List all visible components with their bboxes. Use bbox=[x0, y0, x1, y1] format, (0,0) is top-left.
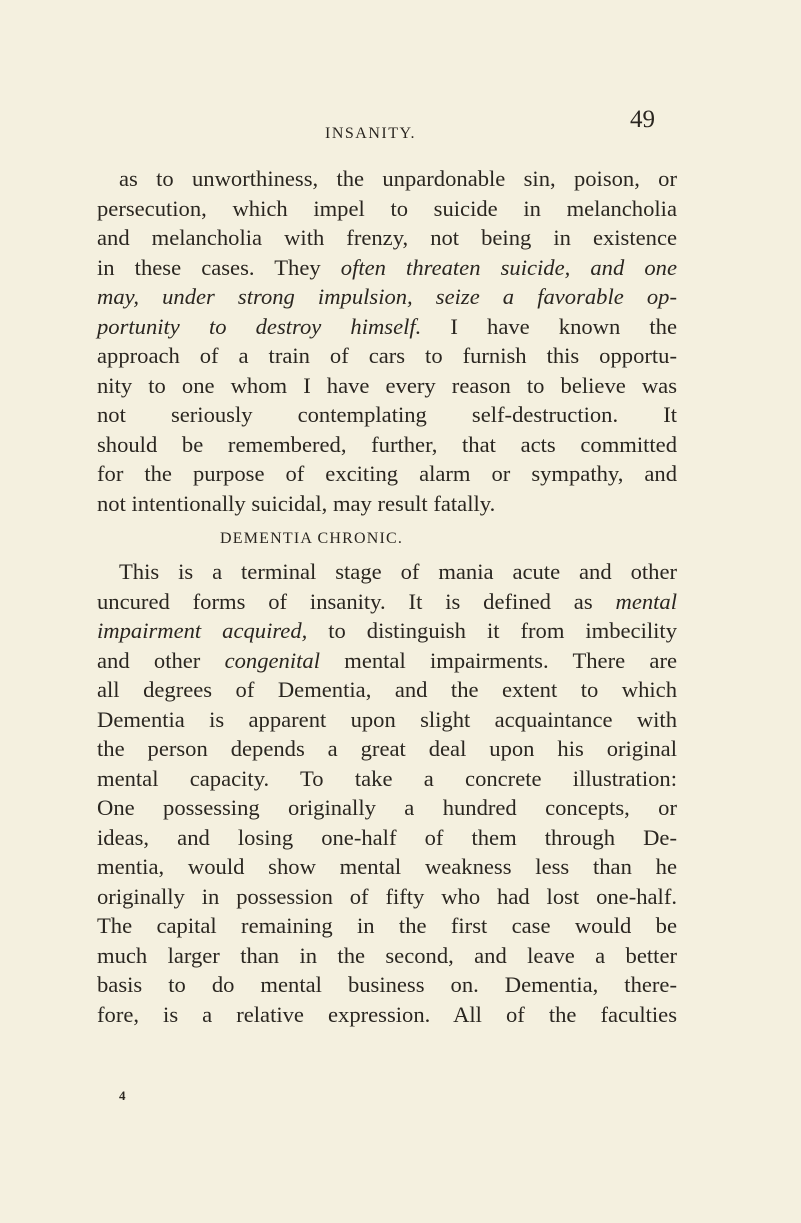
text-run: in these cases. They bbox=[97, 254, 341, 280]
text-run: mental impairments. There are bbox=[319, 647, 677, 673]
italic-run: portunity to destroy himself. bbox=[97, 313, 422, 339]
text-line: for the purpose of exciting alarm or sympathy, and bbox=[97, 461, 677, 486]
text-line: persecution, which impel to suicide in melancholia bbox=[97, 195, 677, 221]
text-run: I have known the bbox=[421, 313, 677, 339]
italic-run: congenital bbox=[224, 647, 320, 673]
text-run: to distinguish it from imbecility bbox=[307, 618, 677, 643]
text-line bbox=[97, 253, 677, 283]
text-line: not intentionally suicidal, may result fatally. bbox=[97, 490, 496, 516]
section-heading: DEMENTIA CHRONIC. bbox=[220, 530, 404, 547]
text-line: ideas, and losing one-half of them through De- bbox=[97, 824, 677, 850]
text-line: and melancholia with frenzy, not being in existence bbox=[97, 225, 677, 250]
text-line: The capital remaining in the first case would be bbox=[97, 913, 677, 938]
text-line: Dementia is apparent upon slight acquaintance with bbox=[97, 706, 677, 732]
text-line: mentia, would show mental weakness less than he bbox=[97, 854, 677, 879]
signature-mark: 4 bbox=[119, 1088, 126, 1103]
text-run: and other bbox=[97, 647, 225, 673]
page-number: 49 bbox=[630, 106, 655, 133]
italic-run: impairment acquired, bbox=[97, 618, 308, 643]
text-line: fore, is a relative expression. All of the faculties bbox=[97, 1001, 677, 1027]
running-title: INSANITY. bbox=[325, 125, 416, 142]
text-line bbox=[97, 312, 677, 342]
text-line: basis to do mental business on. Dementia, there- bbox=[97, 972, 677, 997]
text-line: much larger than in the second, and leave a better bbox=[97, 942, 677, 968]
text-line: the person depends a great deal upon his original bbox=[97, 736, 677, 761]
text-line: all degrees of Dementia, and the extent to which bbox=[97, 677, 677, 702]
text-line: One possessing originally a hundred concepts, or bbox=[97, 795, 677, 820]
text-line: This is a terminal stage of mania acute and other bbox=[119, 559, 677, 584]
text-run: uncured forms of insanity. It is defined as bbox=[97, 588, 616, 614]
italic-run: may, under strong impulsion, seize a favorable op- bbox=[97, 284, 677, 309]
text-line: as to unworthiness, the unpardonable sin, poison, or bbox=[119, 166, 677, 191]
text-line bbox=[97, 616, 677, 646]
paragraph-suicide bbox=[97, 164, 677, 518]
italic-run: often threaten suicide, and one bbox=[340, 254, 677, 280]
text-line: nity to one whom I have every reason to believe was bbox=[97, 372, 677, 398]
text-line bbox=[97, 282, 677, 312]
paragraph-dementia bbox=[97, 557, 677, 1029]
text-line: not seriously contemplating self-destruction. It bbox=[97, 402, 677, 427]
text-line bbox=[97, 646, 677, 676]
text-line: mental capacity. To take a concrete illustration: bbox=[97, 765, 677, 791]
text-line: should be remembered, further, that acts committed bbox=[97, 431, 677, 457]
text-line bbox=[97, 587, 677, 617]
italic-run: mental bbox=[615, 588, 677, 614]
text-line: approach of a train of cars to furnish this opportu- bbox=[97, 343, 677, 368]
text-line: originally in possession of fifty who had lost one-half. bbox=[97, 883, 677, 909]
